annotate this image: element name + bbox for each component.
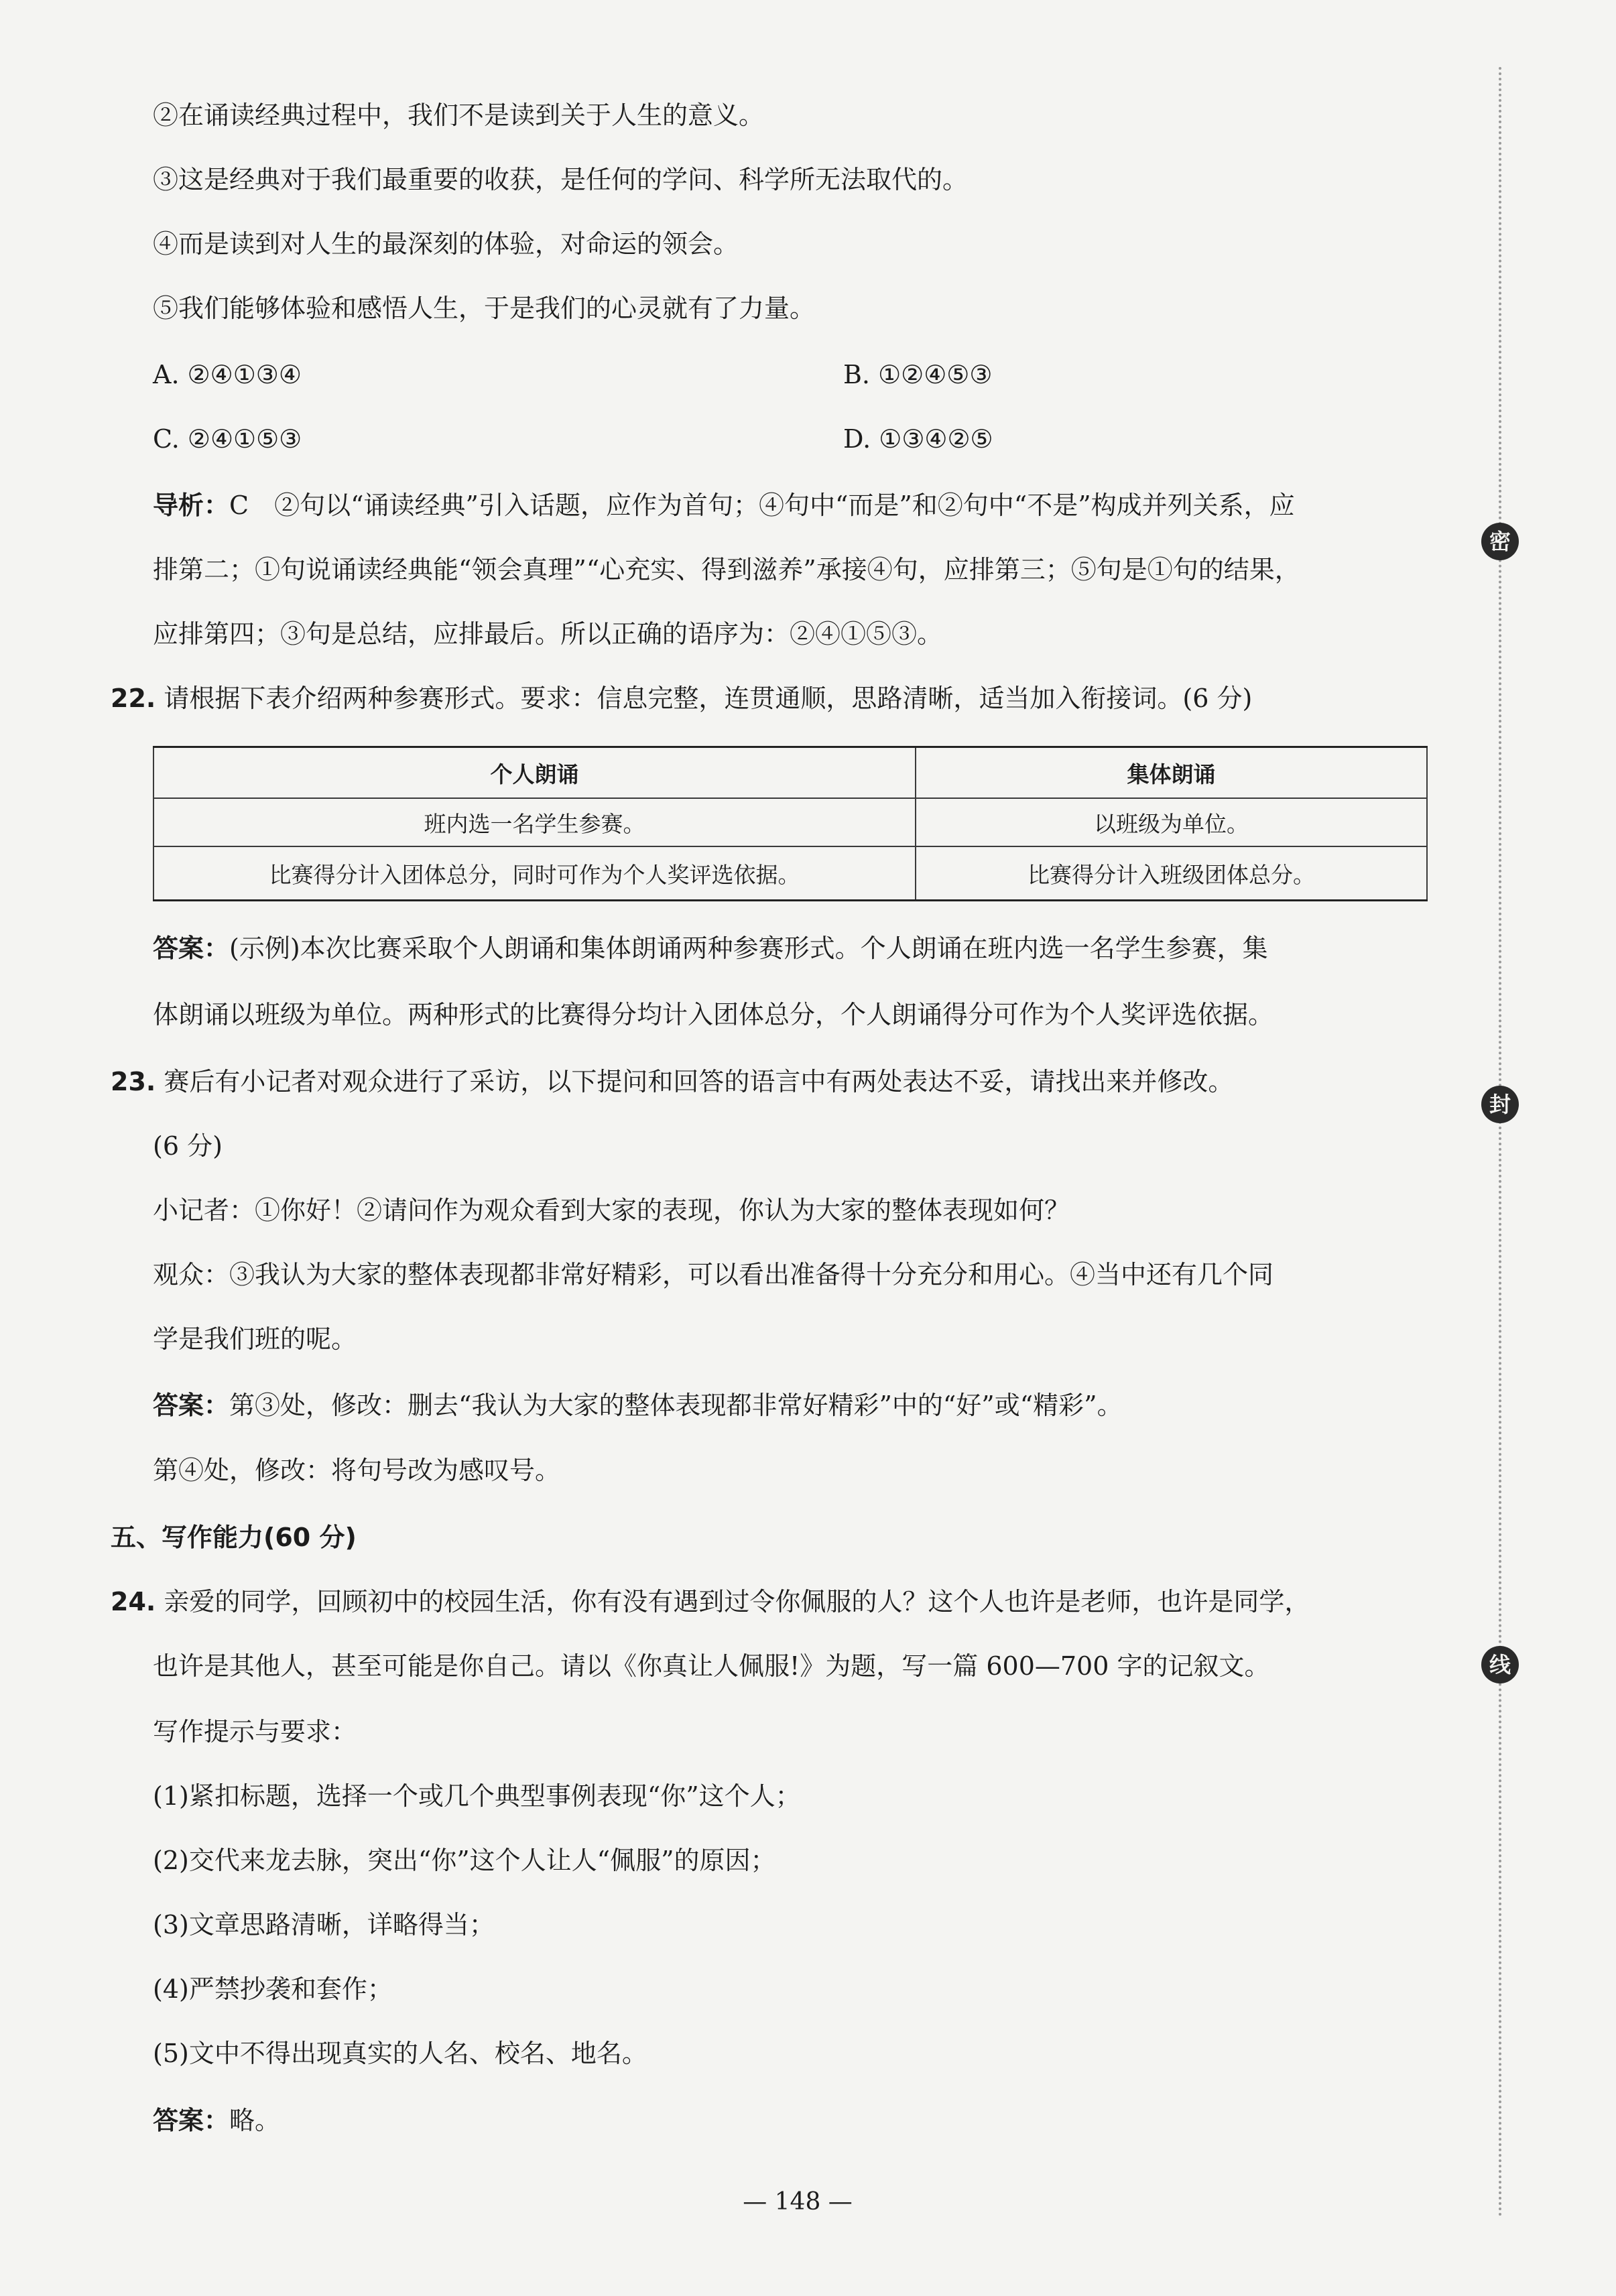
answer-text: 略。 [229,2106,281,2135]
q24-prompt-line-1 [111,1586,1415,1618]
q23-reporter-line: 小记者：①你好！②请问作为观众看到大家的表现，你认为大家的整体表现如何？ [153,1196,1070,1225]
answer-label: 答案： [153,934,230,963]
question-text: 亲爱的同学，回顾初中的校园生活，你有没有遇到过令你佩服的人？这个人也许是老师，也许是同学， [164,1587,1310,1616]
q21-analysis-line-3: 应排第四；③句是总结，应排最后。所以正确的语序为：②④①⑤③。 [153,619,943,649]
q21-sentence-4: ④而是读到对人生的最深刻的体验，对命运的领会。 [153,229,739,259]
seal-mark-xian: 线 [1481,1646,1519,1683]
analysis-text: C ②句以“诵读经典”引入话题，应作为首句；④句中“而是”和②句中“不是”构成并列关系，应 [229,491,1295,520]
q21-analysis-line-2: 排第二；①句说诵读经典能“领会真理”“心充实、得到滋养”承接④句，应排第三；⑤句是①句的结果， [153,555,1300,584]
page-number: — 148 — [743,2188,853,2216]
binding-dotted-line [1499,67,1501,2218]
analysis-label: 导析： [153,491,230,520]
q24-prompt-line-2: 也许是其他人，甚至可能是你自己。请以《你真让人佩服!》为题，写一篇 600—700 字的记叙文。 [153,1651,1270,1681]
seal-mark-mi: 密 [1481,523,1519,560]
answer-text: 第③处，修改：删去“我认为大家的整体表现都非常好精彩”中的“好”或“精彩”。 [229,1391,1123,1420]
q21-sentence-5: ⑤我们能够体验和感悟人生，于是我们的心灵就有了力量。 [153,294,816,323]
table-row [153,798,1427,846]
q24-tip: (3)文章思路清晰，详略得当； [153,1910,495,1939]
question-text: 赛后有小记者对观众进行了采访，以下提问和回答的语言中有两处表达不妥，请找出来并修改。 [164,1067,1234,1096]
table-header: 集体朗诵 [916,747,1427,799]
q21-option-d: D. ①③④②⑤ [843,424,993,454]
question-number: 24. [111,1587,156,1616]
answer-label: 答案： [153,1391,230,1420]
section-heading: 五、写作能力(60 分) [111,1523,357,1552]
q23-audience-line-1: 观众：③我认为大家的整体表现都非常好精彩，可以看出准备得十分充分和用心。④当中还有几个同 [153,1260,1274,1289]
answer-text: (示例)本次比赛采取个人朗诵和集体朗诵两种参赛形式。个人朗诵在班内选一名学生参赛，集 [229,934,1268,963]
q24-answer [153,2104,1415,2136]
q23-answer-line-1 [153,1389,1415,1421]
q22-prompt [111,682,1415,714]
q23-answer-line-2: 第④处，修改：将句号改为感叹号。 [153,1456,561,1485]
table-cell: 以班级为单位。 [916,798,1427,846]
q22-answer-line-1 [153,932,1415,964]
q24-tip: (2)交代来龙去脉，突出“你”这个人让人“佩服”的原因； [153,1846,776,1875]
q24-tips-title: 写作提示与要求： [153,1717,357,1746]
table-cell: 比赛得分计入班级团体总分。 [916,846,1427,901]
table-cell: 班内选一名学生参赛。 [153,798,916,846]
q24-tip: (4)严禁抄袭和套作； [153,1974,393,2004]
q23-audience-line-2: 学是我们班的呢。 [153,1324,357,1354]
q24-tip: (5)文中不得出现真实的人名、校名、地名。 [153,2039,647,2068]
question-number: 23. [111,1067,156,1096]
table-header: 个人朗诵 [153,747,916,799]
seal-mark-feng: 封 [1481,1086,1519,1123]
question-number: 22. [111,684,156,713]
q22-answer-line-2: 体朗诵以班级为单位。两种形式的比赛得分均计入团体总分，个人朗诵得分可作为个人奖评选依据。 [153,1000,1274,1029]
q23-prompt [111,1066,1415,1098]
q21-option-a: A. ②④①③④ [153,360,302,389]
q23-score: (6 分) [153,1131,223,1161]
q24-tip: (1)紧扣标题，选择一个或几个典型事例表现“你”这个人； [153,1781,801,1811]
q21-sentence-2: ②在诵读经典过程中，我们不是读到关于人生的意义。 [153,101,765,130]
answer-label: 答案： [153,2106,230,2135]
q21-option-b: B. ①②④⑤③ [843,360,993,389]
q21-sentence-3: ③这是经典对于我们最重要的收获，是任何的学问、科学所无法取代的。 [153,165,969,194]
table-row [153,846,1427,901]
q21-analysis-line-1 [153,489,1415,521]
question-text: 请根据下表介绍两种参赛形式。要求：信息完整，连贯通顺，思路清晰，适当加入衔接词。(6 分) [164,684,1253,713]
table-cell: 比赛得分计入团体总分，同时可作为个人奖评选依据。 [153,846,916,901]
competition-format-table [153,746,1428,901]
q21-option-c: C. ②④①⑤③ [153,424,302,454]
